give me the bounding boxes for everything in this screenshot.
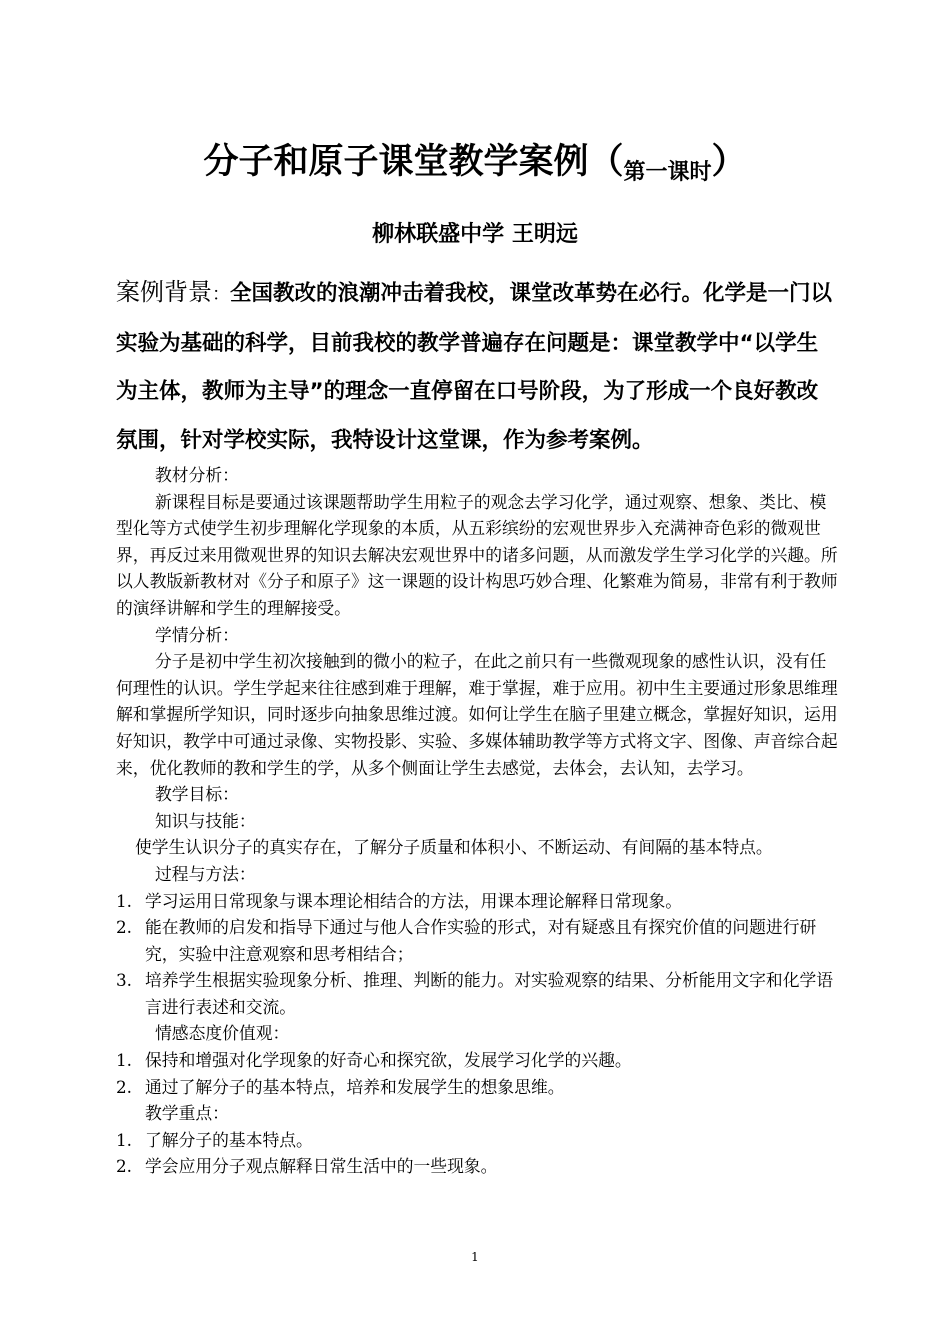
knowledge-skills-text: 使学生认识分子的真实存在，了解分子质量和体积小、不断运动、有间隔的基本特点。	[135, 837, 773, 858]
page-number: 1	[471, 1250, 479, 1264]
list-item	[116, 1074, 838, 1101]
case-background-text: 全国教改的浪潮冲击着我校，课堂改革势在必行。化学是一门以实验为基础的科学，目前我校的教学普遍存在问题是：课堂教学中“以学生为主体，教师为主导”的理念一直停留在口号阶段，为了形成一个良好教改氛围，针对学校实际，我特设计这堂课，作为参考案例。	[116, 281, 833, 453]
title-close-paren: ）	[711, 142, 747, 182]
list-text: 培养学生根据实验现象分析、推理、判断的能力。对实验观察的结果、分析能用文字和化学语言进行表述和交流。	[145, 970, 834, 1017]
list-number: 1.	[116, 1050, 133, 1071]
list-text: 学习运用日常现象与课本理论相结合的方法，用课本理论解释日常现象。	[145, 890, 683, 911]
list-number: 1.	[116, 890, 133, 911]
list-item	[116, 914, 838, 967]
case-background-paragraph	[116, 268, 838, 465]
list-text: 保持和增强对化学现象的好奇心和探究欲，发展学习化学的兴趣。	[145, 1050, 632, 1071]
list-text: 能在教师的启发和指导下通过与他人合作实验的形式，对有疑惑且有探究价值的问题进行研究，实验中注意观察和思考相结合；	[145, 917, 817, 964]
list-number: 2.	[116, 1156, 133, 1177]
document-title	[0, 138, 950, 197]
teaching-key-points-heading: 教学重点：	[145, 1103, 229, 1124]
list-text: 通过了解分子的基本特点，培养和发展学生的想象思维。	[145, 1076, 565, 1097]
student-analysis-text: 分子是初中学生初次接触到的微小的粒子，在此之前只有一些微观现象的感性认识，没有任何理性的认识。学生学起来往往感到难于理解，难于掌握，难于应用。初中生主要通过形象思维理解和掌握所学知识，同时逐步向抽象思维过渡。如何让学生在脑子里建立概念，掌握好知识，运用好知识，教学中可通过录像、实物投影、实验、多媒体辅助教学等方式将文字、图像、声音综合起来，优化教师的教和学生的学，从多个侧面让学生去感觉，去体会，去认知，去学习。	[116, 651, 838, 778]
author-line: 柳林联盛中学 王明远	[372, 222, 578, 247]
list-number: 2.	[116, 1076, 133, 1097]
list-number: 1.	[116, 1129, 133, 1150]
process-methods-heading: 过程与方法：	[155, 863, 256, 884]
document-body	[116, 462, 838, 1180]
list-item	[116, 967, 838, 1020]
knowledge-skills-heading: 知识与技能：	[155, 810, 256, 831]
material-analysis-heading: 教材分析：	[155, 465, 239, 485]
list-number: 3.	[116, 970, 133, 991]
case-background-colon: ：	[212, 284, 230, 305]
title-subtitle: 第一课时	[623, 160, 712, 185]
list-text: 学会应用分子观点解释日常生活中的一些现象。	[145, 1156, 498, 1177]
list-number: 2.	[116, 917, 133, 938]
case-background-label: 案例背景	[116, 278, 212, 306]
student-analysis-heading: 学情分析：	[155, 624, 239, 645]
list-item	[116, 1127, 838, 1154]
list-text: 了解分子的基本特点。	[145, 1129, 313, 1150]
title-main: 分子和原子课堂教学案例（	[203, 142, 624, 182]
material-analysis-text: 新课程目标是要通过该课题帮助学生用粒子的观念去学习化学，通过观察、想象、类比、模型化等方式使学生初步理解化学现象的本质，从五彩缤纷的宏观世界步入充满神奇色彩的微观世界，再反过来用微观世界的知识去解决宏观世界中的诸多问题，从而激发学生学习化学的兴趣。所以人教版新教材对《分子和原子》这一课题的设计构思巧妙合理、化繁难为简易，非常有利于教师的演绎讲解和学生的理解接受。	[116, 491, 838, 618]
teaching-goals-heading: 教学目标：	[155, 784, 239, 805]
list-item	[116, 1153, 838, 1180]
emotion-values-heading: 情感态度价值观：	[155, 1023, 290, 1044]
list-item	[116, 888, 838, 915]
list-item	[116, 1047, 838, 1074]
